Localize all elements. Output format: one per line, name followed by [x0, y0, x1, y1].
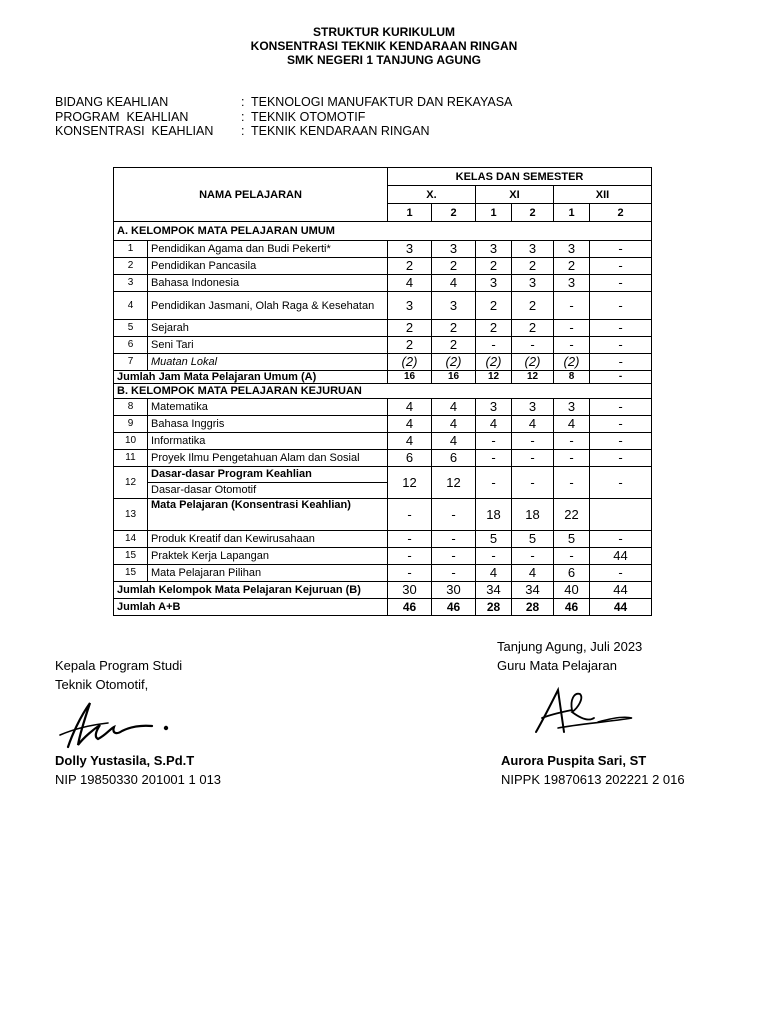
- hours-cell: -: [512, 467, 554, 499]
- hours-cell: 2: [512, 292, 554, 320]
- right-signer-id: NIPPK 19870613 202221 2 016: [501, 772, 685, 787]
- subject-name: Informatika: [148, 433, 388, 450]
- row-number: 11: [114, 450, 148, 467]
- total-label: Jumlah Jam Mata Pelajaran Umum (A): [114, 371, 388, 384]
- total-cell: 30: [432, 582, 476, 599]
- section-a-heading: A. KELOMPOK MATA PELAJARAN UMUM: [114, 222, 652, 241]
- hours-cell: -: [554, 467, 590, 499]
- table-row: [114, 499, 652, 531]
- table-row: [114, 467, 652, 499]
- title-line-1: STRUKTUR KURIKULUM: [313, 25, 455, 39]
- total-cell: 28: [476, 599, 512, 616]
- row-number: 2: [114, 258, 148, 275]
- info-label: BIDANG KEAHLIAN: [55, 95, 169, 109]
- hours-cell: -: [590, 416, 652, 433]
- hours-cell: -: [590, 565, 652, 582]
- header-class: XI: [476, 186, 554, 204]
- hours-cell: -: [554, 320, 590, 337]
- total-cell: 12: [512, 371, 554, 384]
- hours-cell: -: [554, 548, 590, 565]
- hours-cell: 3: [476, 275, 512, 292]
- right-role: Guru Mata Pelajaran: [497, 658, 617, 673]
- header-semester: 2: [512, 204, 554, 222]
- total-row: [114, 582, 652, 599]
- subject-name-group: [148, 467, 388, 499]
- hours-cell: 2: [388, 320, 432, 337]
- left-department: Teknik Otomotif,: [55, 677, 149, 692]
- hours-cell: 22: [554, 499, 590, 531]
- hours-cell: -: [554, 337, 590, 354]
- hours-cell: -: [512, 433, 554, 450]
- hours-cell: -: [432, 531, 476, 548]
- header-class: XII: [554, 186, 652, 204]
- hours-cell: (2): [388, 354, 432, 371]
- info-value: TEKNIK KENDARAAN RINGAN: [251, 124, 430, 138]
- hours-cell: -: [554, 450, 590, 467]
- hours-cell: 12: [388, 467, 432, 499]
- total-label: Jumlah A+B: [114, 599, 388, 616]
- row-number: 6: [114, 337, 148, 354]
- info-label: PROGRAM KEAHLIAN: [55, 109, 189, 124]
- hours-cell: -: [590, 531, 652, 548]
- hours-cell: 4: [476, 416, 512, 433]
- hours-cell: 3: [512, 241, 554, 258]
- header-class-semester: KELAS DAN SEMESTER: [388, 168, 652, 186]
- hours-cell: 3: [432, 292, 476, 320]
- hours-cell: 2: [512, 258, 554, 275]
- hours-cell: -: [512, 548, 554, 565]
- hours-cell: 4: [388, 399, 432, 416]
- subject-name: Muatan Lokal: [148, 354, 388, 371]
- right-signature-block: [497, 656, 617, 675]
- hours-cell: -: [432, 565, 476, 582]
- hours-cell: 12: [432, 467, 476, 499]
- total-cell: 44: [590, 582, 652, 599]
- row-number: 9: [114, 416, 148, 433]
- hours-cell: -: [476, 548, 512, 565]
- section-b-row: [114, 384, 652, 399]
- hours-cell: 4: [476, 565, 512, 582]
- hours-cell: 3: [432, 241, 476, 258]
- total-row: [114, 599, 652, 616]
- table-row: [114, 292, 652, 320]
- hours-cell: 18: [476, 499, 512, 531]
- table-row: [114, 531, 652, 548]
- left-signature-icon: [50, 695, 180, 753]
- hours-cell: -: [476, 467, 512, 499]
- hours-cell: -: [590, 320, 652, 337]
- hours-cell: 6: [554, 565, 590, 582]
- hours-cell: 3: [554, 241, 590, 258]
- header-semester: 2: [590, 204, 652, 222]
- info-value: TEKNIK OTOMOTIF: [251, 109, 366, 124]
- table-row: [114, 337, 652, 354]
- subject-name: Praktek Kerja Lapangan: [148, 548, 388, 565]
- hours-cell: -: [388, 499, 432, 531]
- hours-cell: 2: [432, 320, 476, 337]
- row-number: 14: [114, 531, 148, 548]
- subject-name: Bahasa Inggris: [148, 416, 388, 433]
- header-semester: 2: [432, 204, 476, 222]
- curriculum-table: [113, 167, 652, 616]
- left-signer-id: NIP 19850330 201001 1 013: [55, 772, 222, 787]
- total-cell: 46: [432, 599, 476, 616]
- left-role: Kepala Program Studi: [55, 658, 183, 673]
- info-row-bidang: [55, 95, 512, 110]
- right-signature-icon: [528, 684, 638, 744]
- hours-cell: -: [388, 548, 432, 565]
- hours-cell: 4: [432, 416, 476, 433]
- hours-cell: 4: [388, 416, 432, 433]
- table-row: [114, 320, 652, 337]
- section-a-row: [114, 222, 652, 241]
- hours-cell: -: [590, 450, 652, 467]
- right-signer: [501, 751, 685, 789]
- row-number: 12: [114, 467, 148, 499]
- hours-cell: 44: [590, 548, 652, 565]
- left-signer-name: Dolly Yustasila, S.Pd.T: [55, 753, 195, 768]
- total-cell: 8: [554, 371, 590, 384]
- section-b-heading: B. KELOMPOK MATA PELAJARAN KEJURUAN: [114, 384, 652, 399]
- hours-cell: 18: [512, 499, 554, 531]
- info-row-program: [55, 110, 512, 125]
- hours-cell: -: [388, 565, 432, 582]
- hours-cell: 3: [554, 399, 590, 416]
- row-number: 7: [114, 354, 148, 371]
- hours-cell: 2: [554, 258, 590, 275]
- header-class: X.: [388, 186, 476, 204]
- hours-cell: -: [590, 337, 652, 354]
- hours-cell: -: [590, 258, 652, 275]
- left-signature-block: [55, 656, 182, 694]
- hours-cell: 2: [432, 337, 476, 354]
- hours-cell: 3: [388, 241, 432, 258]
- hours-cell: -: [590, 292, 652, 320]
- row-number: 4: [114, 292, 148, 320]
- hours-cell: 2: [432, 258, 476, 275]
- hours-cell: 2: [476, 258, 512, 275]
- hours-cell: -: [590, 354, 652, 371]
- hours-cell: -: [554, 292, 590, 320]
- table-header-row: [114, 168, 652, 186]
- table-row: [114, 548, 652, 565]
- hours-cell: 3: [512, 399, 554, 416]
- header-semester: 1: [476, 204, 512, 222]
- hours-cell: [590, 499, 652, 531]
- hours-cell: 3: [388, 292, 432, 320]
- hours-cell: (2): [476, 354, 512, 371]
- hours-cell: 4: [512, 565, 554, 582]
- hours-cell: -: [476, 433, 512, 450]
- hours-cell: 3: [554, 275, 590, 292]
- header-semester: 1: [388, 204, 432, 222]
- row-number: 8: [114, 399, 148, 416]
- hours-cell: 3: [476, 241, 512, 258]
- row-number: 15: [114, 565, 148, 582]
- info-label: KONSENTRASI KEAHLIAN: [55, 124, 214, 138]
- total-cell: 12: [476, 371, 512, 384]
- hours-cell: 2: [476, 292, 512, 320]
- row-number: 5: [114, 320, 148, 337]
- subject-name: Matematika: [148, 399, 388, 416]
- subject-name: Mata Pelajaran (Konsentrasi Keahlian): [148, 499, 388, 531]
- hours-cell: 3: [512, 275, 554, 292]
- subject-name: Produk Kreatif dan Kewirusahaan: [148, 531, 388, 548]
- row-number: 1: [114, 241, 148, 258]
- hours-cell: 2: [476, 320, 512, 337]
- title-line-3: SMK NEGERI 1 TANJUNG AGUNG: [286, 53, 481, 67]
- hours-cell: 5: [554, 531, 590, 548]
- subject-name: Pendidikan Jasmani, Olah Raga & Kesehatan: [148, 292, 388, 320]
- hours-cell: -: [554, 433, 590, 450]
- hours-cell: 3: [476, 399, 512, 416]
- table-row: [114, 416, 652, 433]
- hours-cell: 6: [388, 450, 432, 467]
- hours-cell: 4: [554, 416, 590, 433]
- left-signer: [55, 751, 221, 789]
- hours-cell: -: [476, 450, 512, 467]
- hours-cell: 4: [512, 416, 554, 433]
- info-block: [55, 95, 512, 139]
- total-cell: 34: [476, 582, 512, 599]
- subject-name: Dasar-dasar Otomotif: [148, 482, 387, 498]
- row-number: 13: [114, 499, 148, 531]
- table-row: [114, 354, 652, 371]
- hours-cell: -: [590, 467, 652, 499]
- total-cell: 46: [388, 599, 432, 616]
- hours-cell: -: [388, 531, 432, 548]
- hours-cell: -: [512, 450, 554, 467]
- hours-cell: -: [590, 433, 652, 450]
- right-signer-name: Aurora Puspita Sari, ST: [501, 753, 647, 768]
- table-row: [114, 565, 652, 582]
- total-cell: 28: [512, 599, 554, 616]
- hours-cell: (2): [432, 354, 476, 371]
- row-number: 3: [114, 275, 148, 292]
- subject-name: Proyek Ilmu Pengetahuan Alam dan Sosial: [148, 450, 388, 467]
- info-colon: :: [241, 109, 245, 124]
- subject-name: Mata Pelajaran Pilihan: [148, 565, 388, 582]
- title-line-2: KONSENTRASI TEKNIK KENDARAAN RINGAN: [250, 39, 518, 53]
- hours-cell: 4: [432, 275, 476, 292]
- hours-cell: (2): [554, 354, 590, 371]
- total-cell: 46: [554, 599, 590, 616]
- hours-cell: 4: [388, 433, 432, 450]
- info-colon: :: [241, 95, 245, 109]
- total-row: [114, 371, 652, 384]
- total-cell: -: [590, 371, 652, 384]
- info-value: TEKNOLOGI MANUFAKTUR DAN REKAYASA: [251, 95, 513, 109]
- total-cell: 44: [590, 599, 652, 616]
- table-body: [114, 168, 652, 616]
- total-cell: 16: [388, 371, 432, 384]
- place-date: Tanjung Agung, Juli 2023: [497, 639, 643, 654]
- subject-name: Pendidikan Pancasila: [148, 258, 388, 275]
- table-row: [114, 399, 652, 416]
- hours-cell: 2: [388, 337, 432, 354]
- subject-name: Pendidikan Agama dan Budi Pekerti*: [148, 241, 388, 258]
- hours-cell: 5: [476, 531, 512, 548]
- hours-cell: -: [432, 548, 476, 565]
- subject-name: Sejarah: [148, 320, 388, 337]
- hours-cell: 5: [512, 531, 554, 548]
- row-number: 10: [114, 433, 148, 450]
- hours-cell: -: [476, 337, 512, 354]
- table-row: [114, 275, 652, 292]
- document-header: [0, 25, 768, 67]
- header-subject: NAMA PELAJARAN: [114, 168, 388, 222]
- hours-cell: 4: [388, 275, 432, 292]
- subject-name: Dasar-dasar Program Keahlian: [151, 468, 312, 480]
- total-cell: 16: [432, 371, 476, 384]
- info-row-konsentrasi: [55, 124, 512, 139]
- hours-cell: 2: [512, 320, 554, 337]
- hours-cell: -: [590, 241, 652, 258]
- hours-cell: 4: [432, 433, 476, 450]
- hours-cell: -: [590, 275, 652, 292]
- hours-cell: 6: [432, 450, 476, 467]
- subject-name: Seni Tari: [148, 337, 388, 354]
- hours-cell: 2: [388, 258, 432, 275]
- table-row: [114, 433, 652, 450]
- table-row: [114, 258, 652, 275]
- hours-cell: -: [512, 337, 554, 354]
- subject-name: Bahasa Indonesia: [148, 275, 388, 292]
- total-cell: 40: [554, 582, 590, 599]
- total-label: Jumlah Kelompok Mata Pelajaran Kejuruan (B): [114, 582, 388, 599]
- hours-cell: 4: [432, 399, 476, 416]
- total-cell: 34: [512, 582, 554, 599]
- header-semester: 1: [554, 204, 590, 222]
- hours-cell: (2): [512, 354, 554, 371]
- table-row: [114, 450, 652, 467]
- row-number: 15: [114, 548, 148, 565]
- hours-cell: -: [432, 499, 476, 531]
- total-cell: 30: [388, 582, 432, 599]
- hours-cell: -: [590, 399, 652, 416]
- table-row: [114, 241, 652, 258]
- info-colon: :: [241, 124, 245, 138]
